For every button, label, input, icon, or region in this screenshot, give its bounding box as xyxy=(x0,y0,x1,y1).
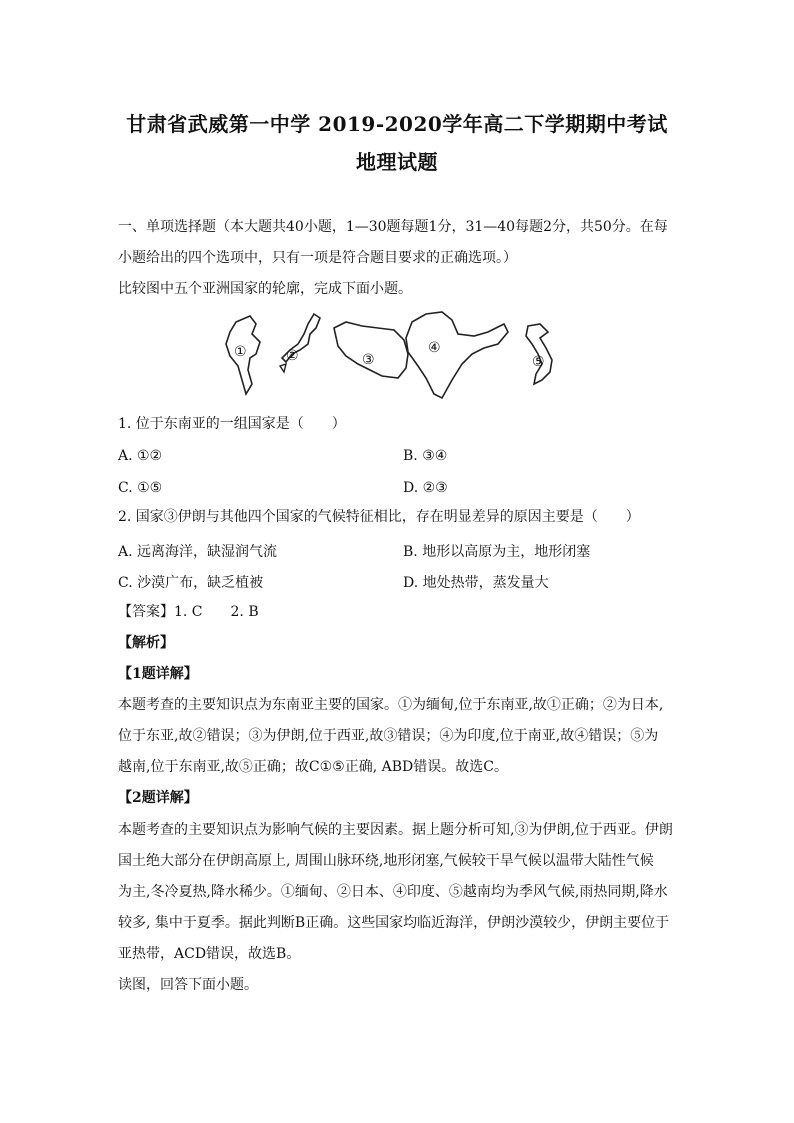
title-line-2: 地理试题 xyxy=(356,150,438,174)
detail2-line-2: 国土绝大部分在伊朗高原上, 周围山脉环绕,地形闭塞,气候较干旱气候以温带大陆性气候 xyxy=(118,853,654,869)
section-instruction-1: 一、单项选择题（本大题共40小题，1—30题每题1分，31—40每题2分，共50分。在每 xyxy=(118,219,668,235)
q2-stem: 2. 国家③伊朗与其他四个国家的气候特征相比，存在明显差异的原因主要是（ ） xyxy=(118,509,640,525)
detail2-line-4: 较多, 集中于夏季。据此判断B正确。这些国家均临近海洋，伊朗沙漠较少，伊朗主要位于 xyxy=(118,915,670,931)
q1-option-b: B. ③④ xyxy=(403,448,448,464)
section-instruction-2: 小题给出的四个选项中，只有一项是符合题目要求的正确选项。） xyxy=(118,250,517,266)
analysis-heading: 【解析】 xyxy=(118,635,174,651)
q1-option-d: D. ②③ xyxy=(403,480,448,496)
detail2-line-1: 本题考查的主要知识点为影响气候的主要因素。据上题分析可知,③为伊朗,位于西亚。伊朗 xyxy=(118,822,673,838)
q2-option-a: A. 远离海洋，缺湿润气流 xyxy=(118,544,278,560)
detail1-line-1: 本题考查的主要知识点为东南亚主要的国家。①为缅甸,位于东南亚,故①正确；②为日本, xyxy=(118,697,664,713)
question-intro: 比较图中五个亚洲国家的轮廓，完成下面小题。 xyxy=(118,281,412,297)
country-outlines-figure xyxy=(222,308,562,404)
map-label-5: ⑤ xyxy=(532,354,545,370)
map-label-3: ③ xyxy=(362,352,375,368)
q2-option-c: C. 沙漠广布，缺乏植被 xyxy=(118,575,264,591)
title-line-1: 甘肃省武威第一中学 2019-2020学年高二下学期期中考试 xyxy=(126,112,668,136)
q2-option-d: D. 地处热带，蒸发量大 xyxy=(403,575,549,591)
detail1-line-2: 位于东亚,故②错误；③为伊朗,位于西亚,故③错误；④为印度,位于南亚,故④错误；⑤为 xyxy=(118,728,659,744)
map-label-4: ④ xyxy=(428,340,441,356)
india-outline xyxy=(406,312,508,398)
q1-option-a: A. ①② xyxy=(118,448,163,464)
detail2-line-3: 为主,冬冷夏热,降水稀少。①缅甸、②日本、④印度、⑤越南均为季风气候,雨热同期,降水 xyxy=(118,884,668,900)
detail2-heading: 【2题详解】 xyxy=(118,790,198,806)
q1-stem: 1. 位于东南亚的一组国家是（ ） xyxy=(118,416,346,432)
detail1-heading: 【1题详解】 xyxy=(118,666,198,682)
detail2-line-5: 亚热带，ACD错误，故选B。 xyxy=(118,946,301,962)
closing-instruction: 读图，回答下面小题。 xyxy=(118,977,258,993)
detail1-line-3: 越南,位于东南亚,故⑤正确；故C①⑤正确, ABD错误。故选C。 xyxy=(118,759,508,775)
map-label-1: ① xyxy=(234,344,247,360)
q1-option-c: C. ①⑤ xyxy=(118,480,163,496)
q2-option-b: B. 地形以高原为主，地形闭塞 xyxy=(403,544,591,560)
iran-outline xyxy=(334,322,408,378)
map-label-2: ② xyxy=(286,348,299,364)
answer-line: 【答案】1. C 2. B xyxy=(118,604,259,620)
